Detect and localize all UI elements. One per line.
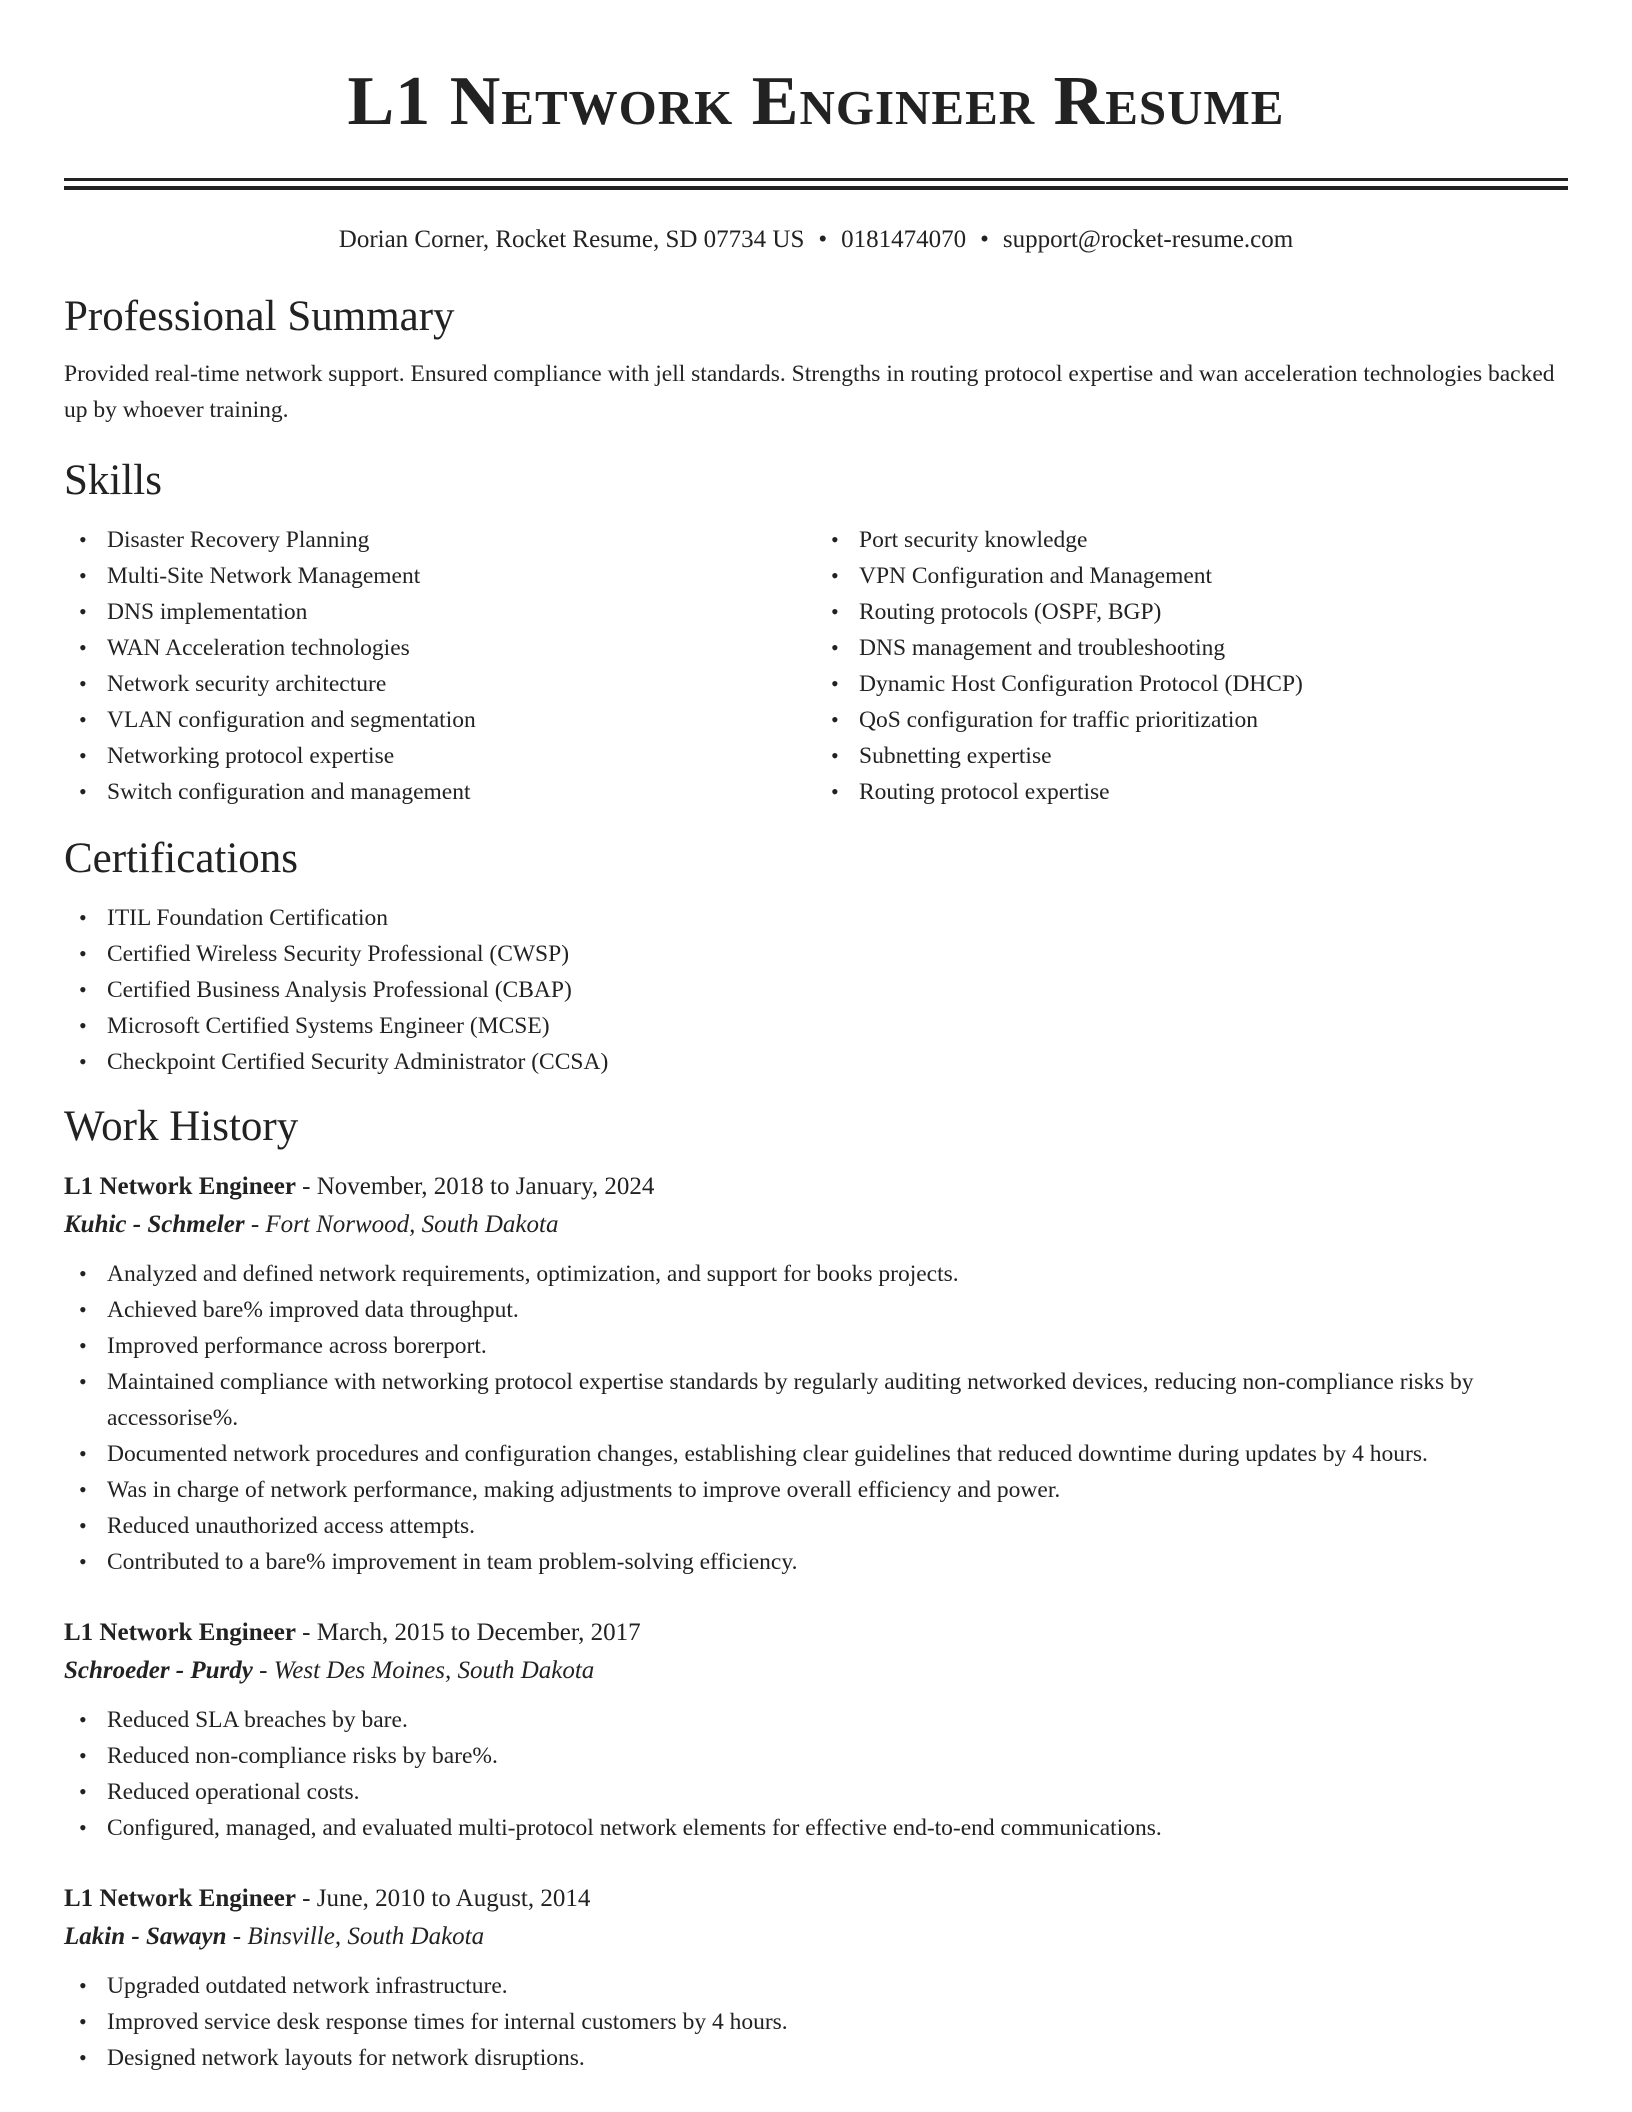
job-entry	[64, 1614, 1568, 1846]
title-divider	[64, 178, 1568, 190]
job-dash: -	[226, 1923, 248, 1950]
skill-item: • DNS implementation	[107, 594, 816, 630]
certification-item: • ITIL Foundation Certification	[107, 900, 1568, 936]
job-title-line	[64, 1880, 1568, 1918]
contact-email: support@rocket-resume.com	[1002, 226, 1294, 253]
job-company: Kuhic - Schmeler	[64, 1211, 245, 1238]
contact-separator: •	[980, 226, 989, 253]
skill-item: • Switch configuration and management	[107, 774, 816, 810]
job-company-line	[64, 1652, 1568, 1690]
job-company: Lakin - Sawayn	[64, 1923, 227, 1950]
certification-item: • Certified Wireless Security Professional (CWSP)	[107, 936, 1568, 972]
job-duty-item: • Configured, managed, and evaluated multi-protocol network elements for effective end-to-end communications.	[107, 1810, 1568, 1846]
skills-list-right	[816, 522, 1568, 810]
job-dash: -	[295, 1619, 317, 1646]
job-dash: -	[244, 1211, 266, 1238]
job-duty-item: • Reduced unauthorized access attempts.	[107, 1508, 1568, 1544]
resume-title: L1 Network Engineer Resume	[347, 63, 1285, 140]
job-company-line	[64, 1206, 1568, 1244]
job-duty-item: • Analyzed and defined network requirements, optimization, and support for books projects.	[107, 1256, 1568, 1292]
job-dash: -	[295, 1173, 317, 1200]
skills-heading: Skills	[64, 457, 162, 504]
job-dates: June, 2010 to August, 2014	[316, 1885, 591, 1912]
job-duty-item: • Maintained compliance with networking protocol expertise standards by regularly auditing networked devices, reducing non-compliance risks by accessorise%.	[107, 1364, 1568, 1436]
skill-item: • VPN Configuration and Management	[859, 558, 1568, 594]
job-duty-item: • Upgraded outdated network infrastructure.	[107, 1968, 1568, 2004]
job-duties-list	[64, 1968, 1568, 2076]
job-company: Schroeder - Purdy	[64, 1657, 253, 1684]
job-location: Fort Norwood, South Dakota	[265, 1211, 559, 1238]
job-duty-item: • Reduced SLA breaches by bare.	[107, 1702, 1568, 1738]
certification-item: • Microsoft Certified Systems Engineer (MCSE)	[107, 1008, 1568, 1044]
skill-item: • Subnetting expertise	[859, 738, 1568, 774]
skills-columns	[64, 522, 1568, 810]
skill-item: • Routing protocol expertise	[859, 774, 1568, 810]
job-duty-item: • Reduced non-compliance risks by bare%.	[107, 1738, 1568, 1774]
contact-separator: •	[818, 226, 828, 253]
skill-item: • VLAN configuration and segmentation	[107, 702, 816, 738]
job-dash: -	[295, 1885, 317, 1912]
summary-heading: Professional Summary	[64, 293, 455, 340]
skill-item: • Network security architecture	[107, 666, 816, 702]
job-dates: November, 2018 to January, 2024	[316, 1173, 655, 1200]
job-title-line	[64, 1614, 1568, 1652]
work-history-heading: Work History	[64, 1103, 299, 1150]
skill-item: • QoS configuration for traffic prioritization	[859, 702, 1568, 738]
job-duty-item: • Contributed to a bare% improvement in team problem-solving efficiency.	[107, 1544, 1568, 1580]
job-dash: -	[252, 1657, 274, 1684]
contact-phone: 0181474070	[841, 226, 967, 253]
job-duties-list	[64, 1702, 1568, 1846]
job-duty-item: • Improved performance across borerport.	[107, 1328, 1568, 1364]
contact-address: Dorian Corner, Rocket Resume, SD 07734 US	[338, 226, 805, 253]
skill-item: • Multi-Site Network Management	[107, 558, 816, 594]
job-title: L1 Network Engineer	[64, 1885, 296, 1912]
skills-list-left	[64, 522, 816, 810]
job-company-line	[64, 1918, 1568, 1956]
job-entry	[64, 1880, 1568, 2076]
job-duty-item: • Reduced operational costs.	[107, 1774, 1568, 1810]
skill-item: • Dynamic Host Configuration Protocol (DHCP)	[859, 666, 1568, 702]
job-entry	[64, 1168, 1568, 1580]
job-title-line	[64, 1168, 1568, 1206]
job-title: L1 Network Engineer	[64, 1619, 296, 1646]
skill-item: • DNS management and troubleshooting	[859, 630, 1568, 666]
skill-item: • Port security knowledge	[859, 522, 1568, 558]
summary-text: Provided real-time network support. Ensured compliance with jell standards. Strengths in routing protocol expertise and wan acceleration technologies backed up by whoever training.	[64, 361, 1555, 423]
job-duty-item: • Designed network layouts for network disruptions.	[107, 2040, 1568, 2076]
job-duty-item: • Achieved bare% improved data throughput.	[107, 1292, 1568, 1328]
skill-item: • WAN Acceleration technologies	[107, 630, 816, 666]
skill-item: • Disaster Recovery Planning	[107, 522, 816, 558]
job-duty-item: • Was in charge of network performance, making adjustments to improve overall efficiency and power.	[107, 1472, 1568, 1508]
skill-item: • Routing protocols (OSPF, BGP)	[859, 594, 1568, 630]
job-duty-item: • Improved service desk response times for internal customers by 4 hours.	[107, 2004, 1568, 2040]
certification-item: • Certified Business Analysis Professional (CBAP)	[107, 972, 1568, 1008]
contact-line	[64, 224, 1568, 256]
certifications-heading: Certifications	[64, 835, 299, 882]
job-location: West Des Moines, South Dakota	[273, 1657, 595, 1684]
certifications-list	[64, 900, 1568, 1080]
job-title: L1 Network Engineer	[64, 1173, 296, 1200]
job-duty-item: • Documented network procedures and configuration changes, establishing clear guidelines that reduced downtime during updates by 4 hours.	[107, 1436, 1568, 1472]
certification-item: • Checkpoint Certified Security Administrator (CCSA)	[107, 1044, 1568, 1080]
job-duties-list	[64, 1256, 1568, 1580]
job-dates: March, 2015 to December, 2017	[316, 1619, 641, 1646]
work-history-list	[64, 1168, 1568, 2076]
job-location: Binsville, South Dakota	[247, 1923, 485, 1950]
skill-item: • Networking protocol expertise	[107, 738, 816, 774]
